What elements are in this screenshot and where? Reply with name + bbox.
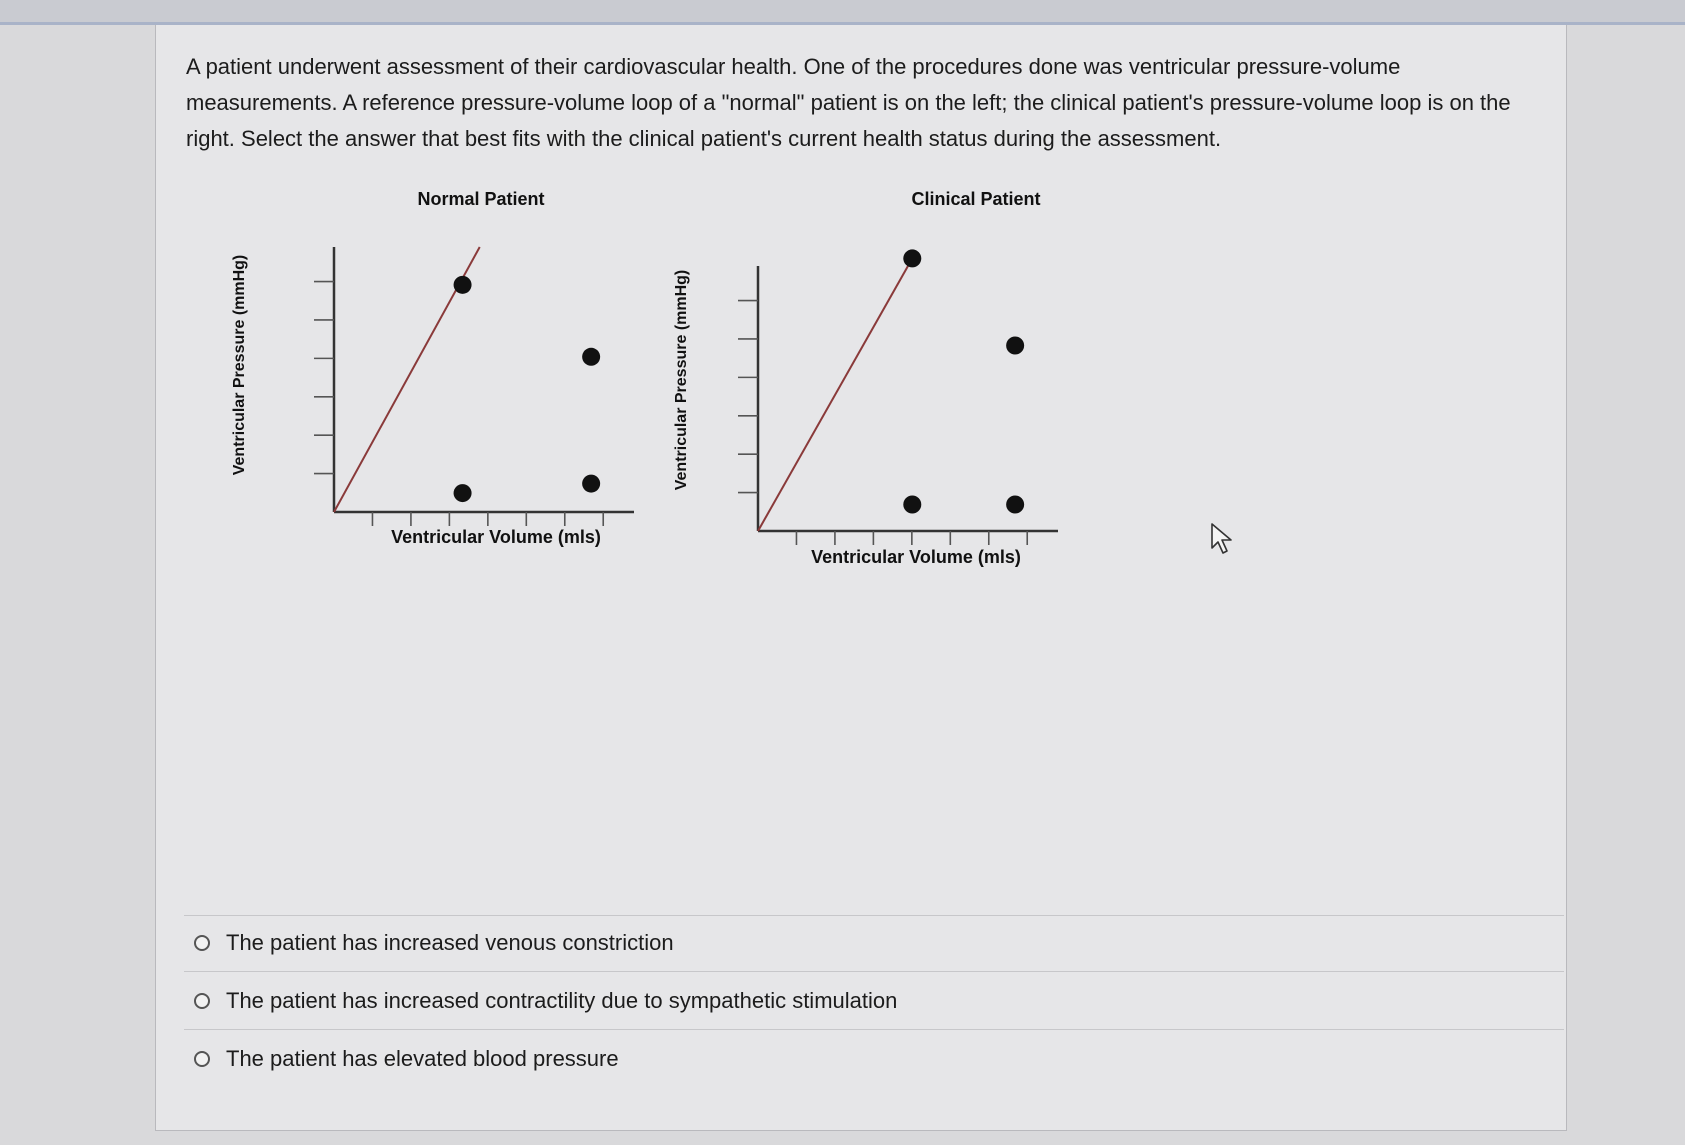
chart-title: Clinical Patient <box>911 189 1041 209</box>
radio-button[interactable] <box>194 935 210 951</box>
chart-title: Normal Patient <box>417 189 545 209</box>
choice-option-2[interactable] <box>194 983 897 1019</box>
x-axis-label: Ventricular Volume (mls) <box>811 547 1021 567</box>
radio-button[interactable] <box>194 993 210 1009</box>
top-bar <box>0 0 1685 25</box>
choice-divider <box>184 971 1564 972</box>
mouse-cursor-icon <box>1210 522 1236 556</box>
data-point <box>582 475 600 493</box>
choice-divider <box>184 1029 1564 1030</box>
choice-label: The patient has increased venous constriction <box>226 930 674 955</box>
question-text: A patient underwent assessment of their cardiovascular health. One of the procedures done was ventricular pressure-volume measurements. A reference pressure-volume loop of a "normal" patient is on the left; the clinical patient's pressure-volume loop is on the right. Select the answer that best fits with the clinical patient's current health status during the assessment. <box>186 54 1511 151</box>
chart-clinical-patient <box>673 189 1058 567</box>
choice-label: The patient has increased contractility due to sympathetic stimulation <box>226 988 898 1013</box>
chart-normal-patient <box>231 189 634 547</box>
data-point <box>454 484 472 502</box>
x-axis-label: Ventricular Volume (mls) <box>391 527 601 547</box>
y-axis-label: Ventricular Pressure (mmHg) <box>231 254 248 476</box>
question-panel <box>155 25 1567 1131</box>
data-point <box>454 276 472 294</box>
choice-option-1[interactable] <box>194 925 674 961</box>
data-point <box>582 348 600 366</box>
figure <box>156 175 1256 605</box>
data-point <box>1006 337 1024 355</box>
data-point <box>1006 496 1024 514</box>
data-point <box>903 496 921 514</box>
data-point <box>903 249 921 267</box>
y-axis-label: Ventricular Pressure (mmHg) <box>673 269 690 491</box>
choice-label: The patient has elevated blood pressure <box>226 1046 619 1071</box>
choice-option-3[interactable] <box>194 1041 619 1077</box>
pressure-volume-line <box>758 258 912 531</box>
radio-button[interactable] <box>194 1051 210 1067</box>
choice-divider <box>184 915 1564 916</box>
